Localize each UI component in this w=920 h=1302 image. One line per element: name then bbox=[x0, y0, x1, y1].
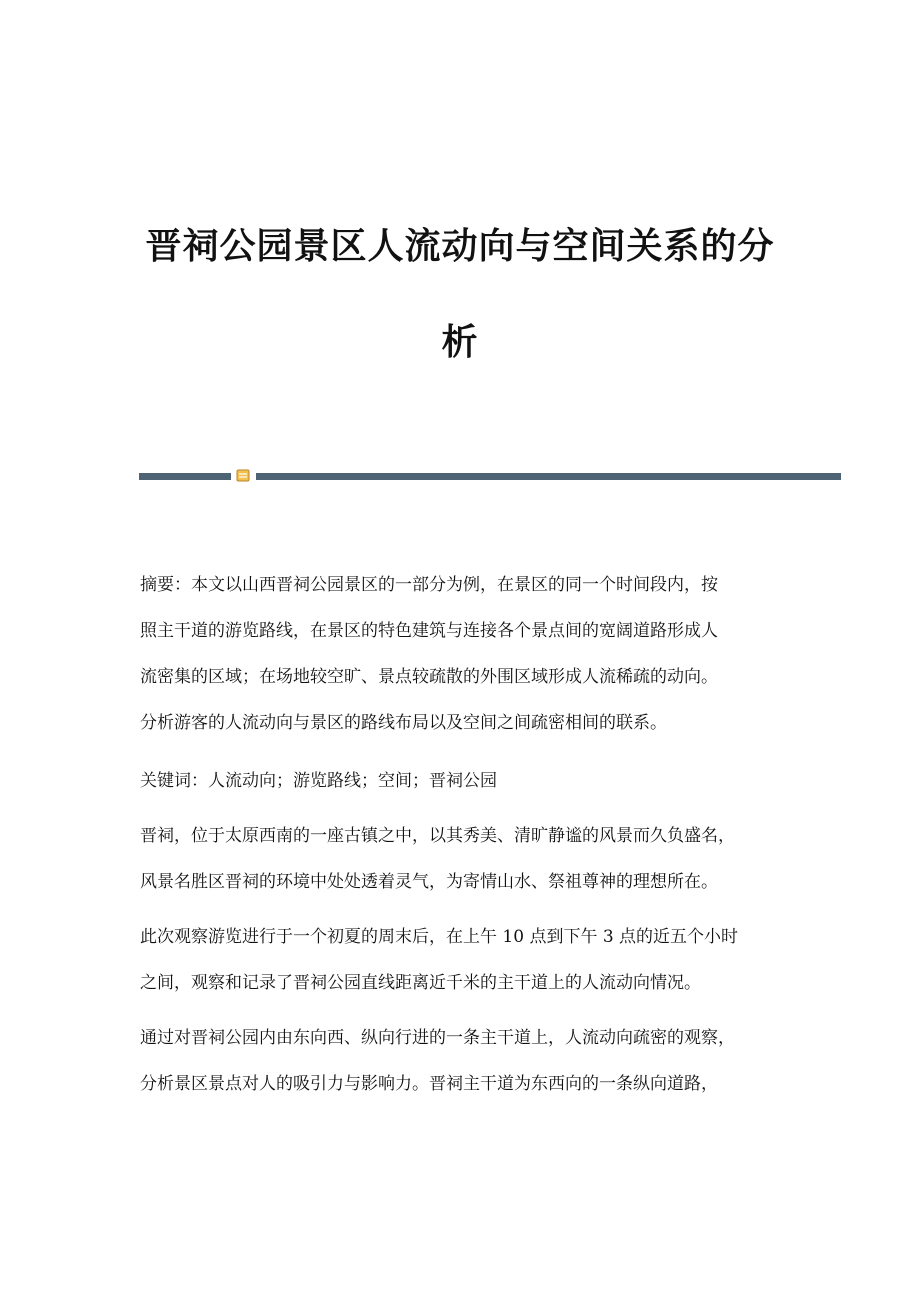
abstract-line: 分析游客的人流动向与景区的路线布局以及空间之间疏密相间的联系。 bbox=[140, 713, 667, 733]
abstract-line: 流密集的区域；在场地较空旷、景点较疏散的外围区域形成人流稀疏的动向。 bbox=[140, 667, 718, 687]
keywords-paragraph bbox=[140, 758, 790, 804]
body-paragraph bbox=[140, 813, 790, 905]
paragraph-line: 之间，观察和记录了晋祠公园直线距离近千米的主干道上的人流动向情况。 bbox=[140, 973, 701, 993]
paragraph-line: 分析景区景点对人的吸引力与影响力。晋祠主干道为东西向的一条纵向道路， bbox=[140, 1074, 718, 1094]
paragraph-line: 晋祠，位于太原西南的一座古镇之中，以其秀美、清旷静谧的风景而久负盛名， bbox=[140, 826, 735, 846]
document-title-line-2: 析 bbox=[441, 321, 479, 363]
body-paragraph bbox=[140, 1015, 790, 1107]
abstract-line: 摘要：本文以山西晋祠公园景区的一部分为例，在景区的同一个时间段内，按 bbox=[140, 575, 718, 595]
title-divider bbox=[139, 467, 841, 485]
divider-bar-left bbox=[139, 473, 231, 480]
paragraph-line: 风景名胜区晋祠的环境中处处透着灵气，为寄情山水、祭祖尊神的理想所在。 bbox=[140, 872, 718, 892]
document-title-line-1: 晋祠公园景区人流动向与空间关系的分 bbox=[145, 225, 775, 267]
abstract-line: 照主干道的游览路线，在景区的特色建筑与连接各个景点间的宽阔道路形成人 bbox=[140, 621, 718, 641]
divider-bar-right bbox=[256, 473, 841, 480]
divider-emblem-icon bbox=[236, 469, 250, 482]
body-paragraph bbox=[140, 914, 790, 1006]
keywords-line: 关键词：人流动向；游览路线；空间；晋祠公园 bbox=[140, 771, 497, 791]
paragraph-line: 通过对晋祠公园内由东向西、纵向行进的一条主干道上，人流动向疏密的观察， bbox=[140, 1028, 735, 1048]
abstract-paragraph bbox=[140, 562, 790, 746]
paragraph-line: 此次观察游览进行于一个初夏的周末后，在上午 10 点到下午 3 点的近五个小时 bbox=[140, 927, 739, 947]
